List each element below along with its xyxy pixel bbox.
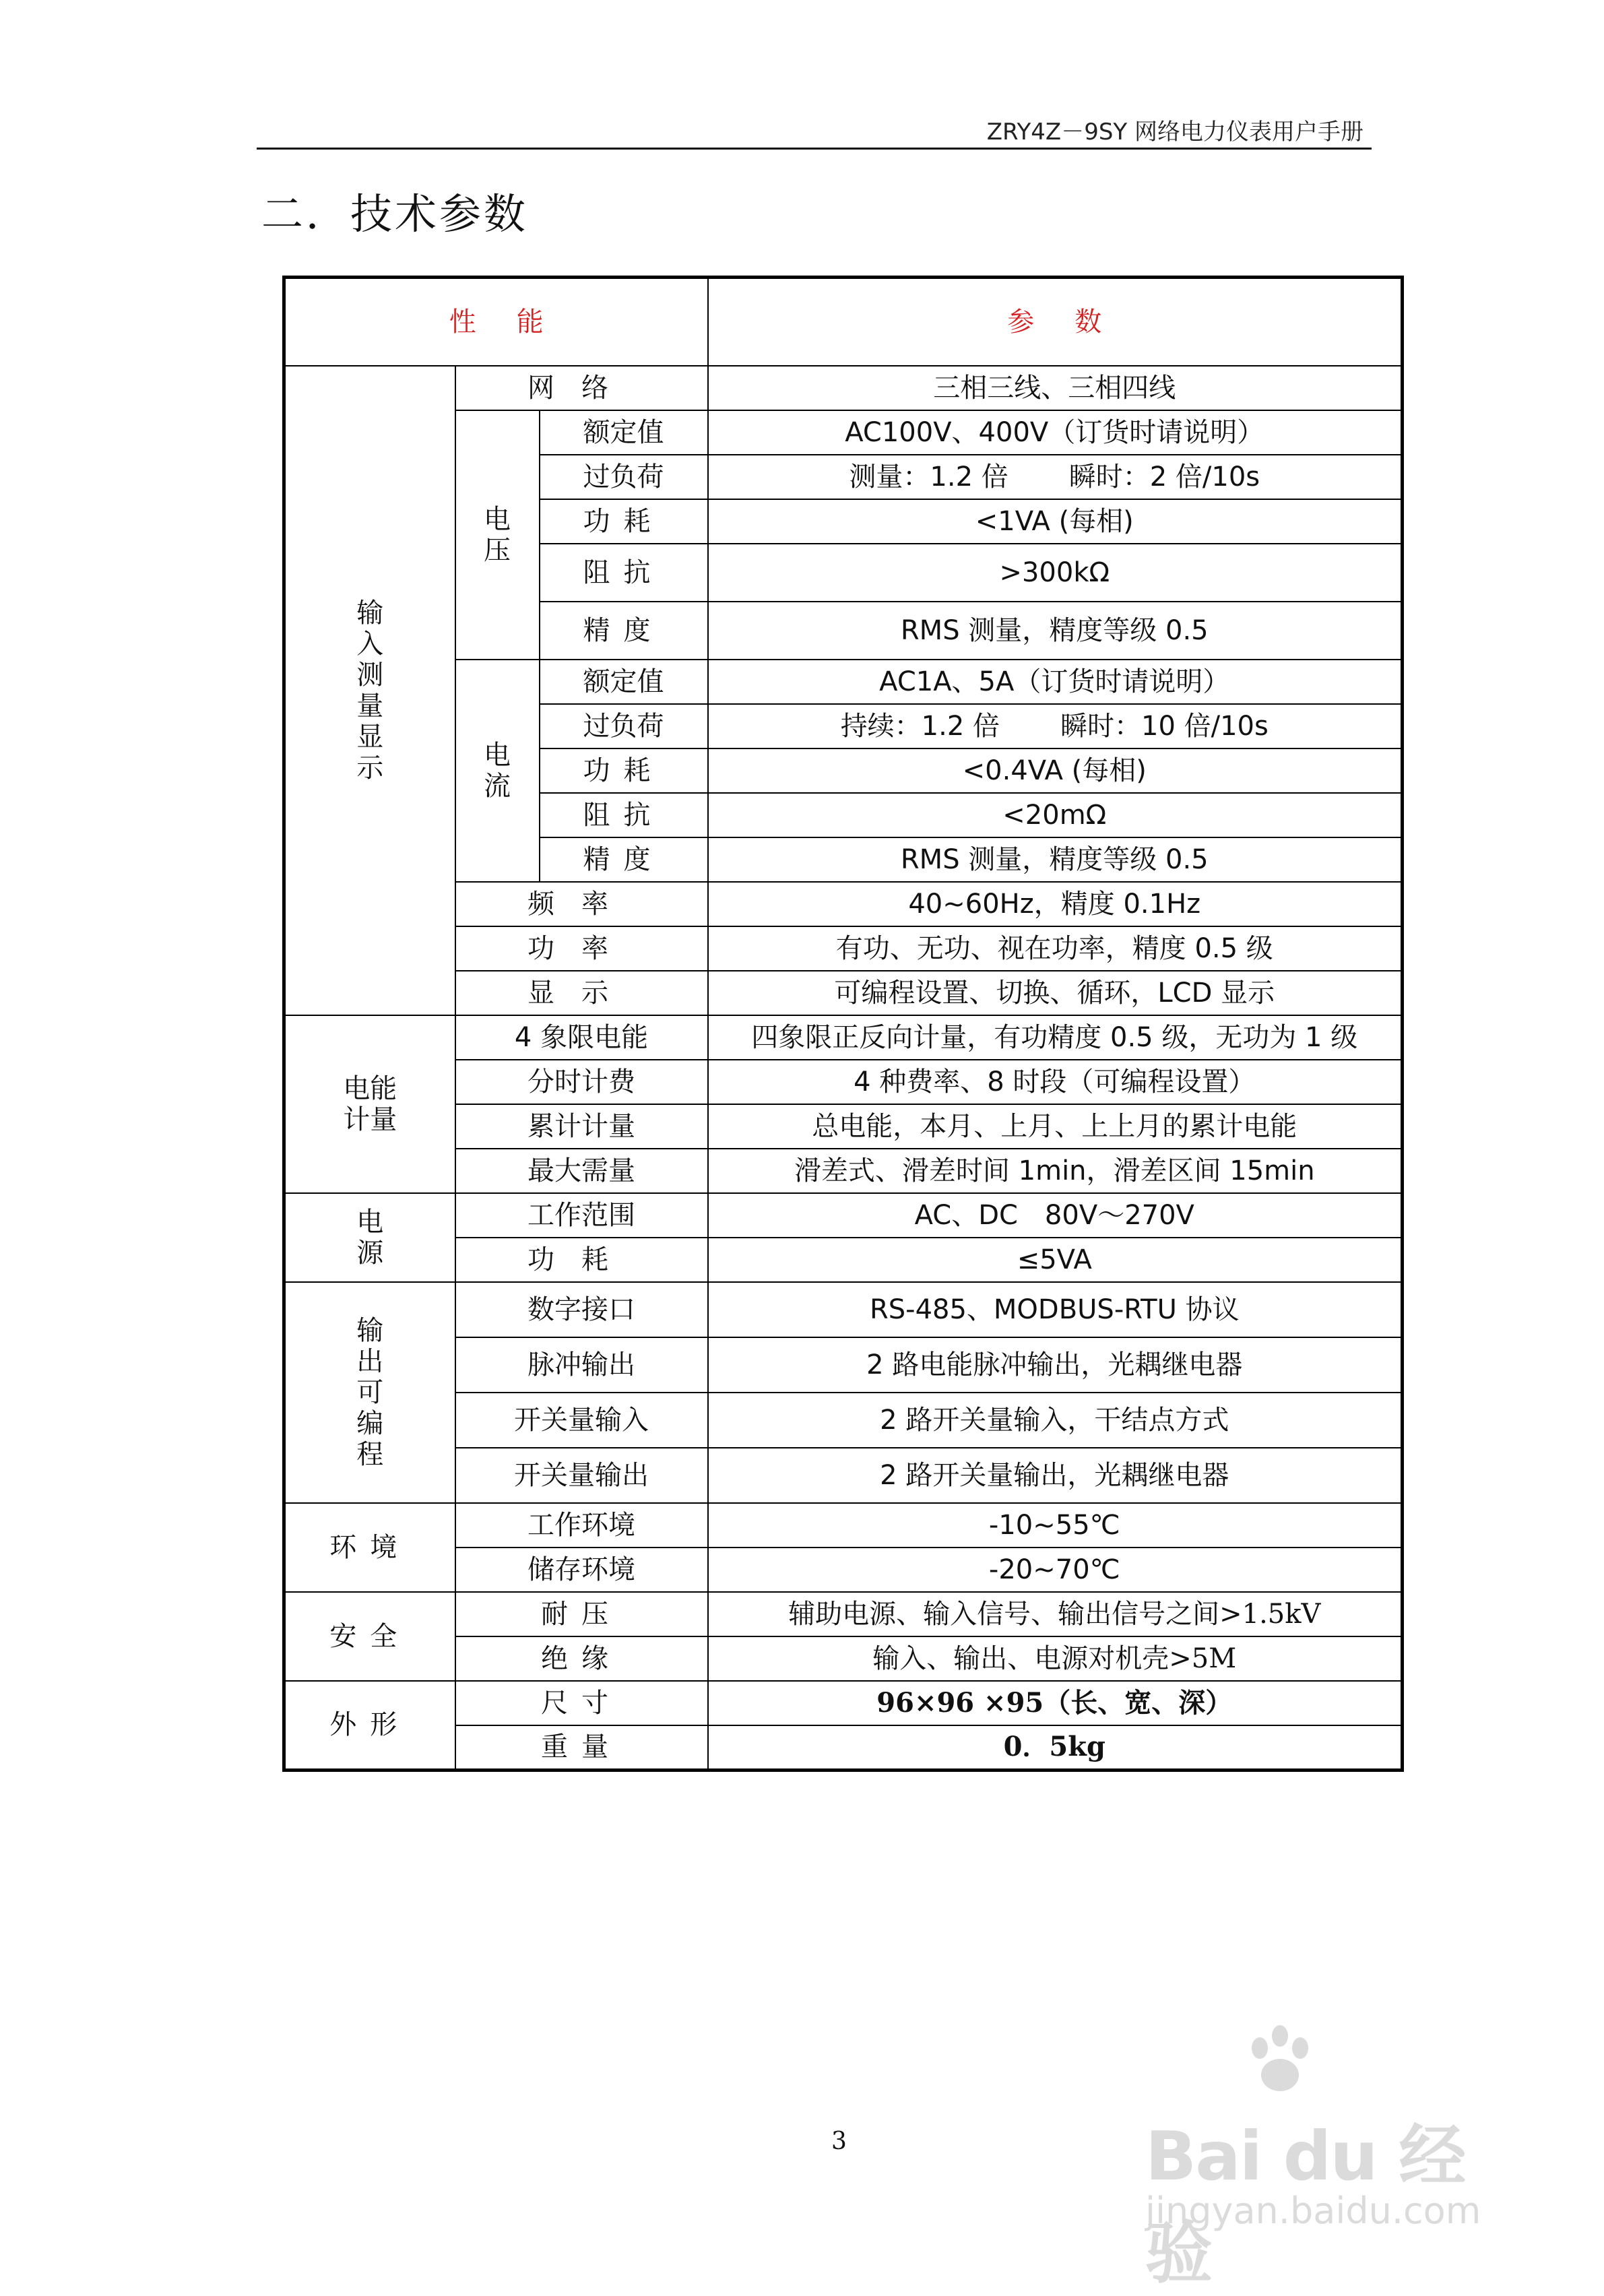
group-safety: 安全 (284, 1592, 455, 1681)
label-max-demand: 最大需量 (455, 1149, 708, 1193)
value-current-overload-continuous: 持续：1.2 倍 (840, 711, 1000, 742)
value-withstand: 辅助电源、输入信号、输出信号之间>1.5kV (708, 1592, 1403, 1636)
label-power: 功率 (455, 926, 708, 971)
paw-logo-icon (1240, 2021, 1320, 2102)
label-tou: 分时计费 (455, 1060, 708, 1104)
watermark-url: jingyan.baidu.com (1145, 2190, 1481, 2232)
value-voltage-rated: AC100V、400V（订货时请说明） (708, 410, 1403, 455)
value-power: 有功、无功、视在功率，精度 0.5 级 (708, 926, 1403, 971)
value-voltage-accuracy: RMS 测量，精度等级 0.5 (708, 602, 1403, 660)
group-shape: 外形 (284, 1681, 455, 1770)
value-network: 三相三线、三相四线 (708, 366, 1403, 410)
value-current-overload (708, 704, 1403, 748)
label-four-quadrant: 4 象限电能 (455, 1015, 708, 1060)
label-size: 尺寸 (455, 1681, 708, 1725)
header-parameter: 参数 (708, 278, 1403, 366)
value-current-power: <0.4VA (每相) (708, 748, 1403, 793)
label-supply-power: 功耗 (455, 1238, 708, 1282)
value-supply-range: AC、DC 80V～270V (708, 1193, 1403, 1238)
watermark-brand: Bai du 经验 (1145, 2117, 1465, 2293)
label-display: 显示 (455, 971, 708, 1015)
value-voltage-impedance: >300kΩ (708, 544, 1403, 602)
group-voltage: 电 压 (455, 410, 540, 660)
table-row (284, 1592, 1403, 1636)
group-io: 输 出 可 编 程 (284, 1282, 455, 1503)
value-max-demand: 滑差式、滑差时间 1min，滑差区间 15min (708, 1149, 1403, 1193)
label-voltage-rated: 额定值 (540, 410, 708, 455)
label-voltage-overload: 过负荷 (540, 455, 708, 499)
value-env-working: -10~55℃ (708, 1503, 1403, 1548)
table-row (284, 1282, 1403, 1337)
table-header-row (284, 278, 1403, 366)
label-current-accuracy: 精度 (540, 837, 708, 882)
table-row (284, 1015, 1403, 1060)
group-environment: 环境 (284, 1503, 455, 1592)
label-pulse: 脉冲输出 (455, 1337, 708, 1393)
value-frequency: 40~60Hz，精度 0.1Hz (708, 882, 1403, 926)
value-size: 96×96 ×95（长、宽、深） (708, 1681, 1403, 1725)
value-voltage-power: <1VA (每相) (708, 499, 1403, 544)
group-input: 输 入 测 量 显 示 (284, 366, 455, 1015)
value-display: 可编程设置、切换、循环，LCD 显示 (708, 971, 1403, 1015)
label-voltage-impedance: 阻抗 (540, 544, 708, 602)
label-cumulative: 累计计量 (455, 1104, 708, 1149)
value-tou: 4 种费率、8 时段（可编程设置） (708, 1060, 1403, 1104)
value-supply-power: ≤5VA (708, 1238, 1403, 1282)
label-insulation: 绝缘 (455, 1636, 708, 1681)
label-env-working: 工作环境 (455, 1503, 708, 1548)
label-weight: 重量 (455, 1725, 708, 1770)
value-switch-out: 2 路开关量输出，光耦继电器 (708, 1448, 1403, 1503)
value-env-storage: -20~70℃ (708, 1548, 1403, 1592)
label-supply-range: 工作范围 (455, 1193, 708, 1238)
group-energy: 电能 计量 (284, 1015, 455, 1193)
label-network: 网络 (455, 366, 708, 410)
label-switch-in: 开关量输入 (455, 1393, 708, 1448)
label-switch-out: 开关量输出 (455, 1448, 708, 1503)
label-withstand: 耐压 (455, 1592, 708, 1636)
group-supply: 电 源 (284, 1193, 455, 1282)
label-voltage-accuracy: 精度 (540, 602, 708, 660)
value-switch-in: 2 路开关量输入，干结点方式 (708, 1393, 1403, 1448)
value-insulation: 输入、输出、电源对机壳>5M (708, 1636, 1403, 1681)
table-row (284, 1193, 1403, 1238)
label-current-overload: 过负荷 (540, 704, 708, 748)
value-pulse: 2 路电能脉冲输出，光耦继电器 (708, 1337, 1403, 1393)
value-current-accuracy: RMS 测量，精度等级 0.5 (708, 837, 1403, 882)
label-current-impedance: 阻抗 (540, 793, 708, 837)
table-row (284, 366, 1403, 410)
header-performance: 性能 (284, 278, 708, 366)
header-divider (257, 148, 1372, 150)
value-current-impedance: <20mΩ (708, 793, 1403, 837)
value-voltage-overload (708, 455, 1403, 499)
value-digital: RS-485、MODBUS-RTU 协议 (708, 1282, 1403, 1337)
table-row (284, 1681, 1403, 1725)
value-current-rated: AC1A、5A（订货时请说明） (708, 660, 1403, 704)
section-title: 二．技术参数 (261, 189, 529, 238)
label-env-storage: 储存环境 (455, 1548, 708, 1592)
spec-table (282, 276, 1404, 1772)
value-weight: 0．5kg (708, 1725, 1403, 1770)
value-voltage-overload-measure: 测量：1.2 倍 (849, 461, 1008, 492)
table-row (284, 1503, 1403, 1548)
label-frequency: 频率 (455, 882, 708, 926)
value-cumulative: 总电能，本月、上月、上上月的累计电能 (708, 1104, 1403, 1149)
value-voltage-overload-instant: 瞬时：2 倍/10s (1068, 461, 1260, 492)
label-current-rated: 额定值 (540, 660, 708, 704)
label-digital: 数字接口 (455, 1282, 708, 1337)
value-current-overload-instant: 瞬时：10 倍/10s (1060, 711, 1269, 742)
baidu-jingyan-watermark (1138, 2021, 1516, 2293)
label-current-power: 功耗 (540, 748, 708, 793)
page-number: 3 (831, 2128, 847, 2155)
group-current: 电 流 (455, 660, 540, 882)
label-voltage-power: 功耗 (540, 499, 708, 544)
value-four-quadrant: 四象限正反向计量，有功精度 0.5 级，无功为 1 级 (708, 1015, 1403, 1060)
document-header-title: ZRY4Z－9SY 网络电力仪表用户手册 (986, 119, 1364, 146)
